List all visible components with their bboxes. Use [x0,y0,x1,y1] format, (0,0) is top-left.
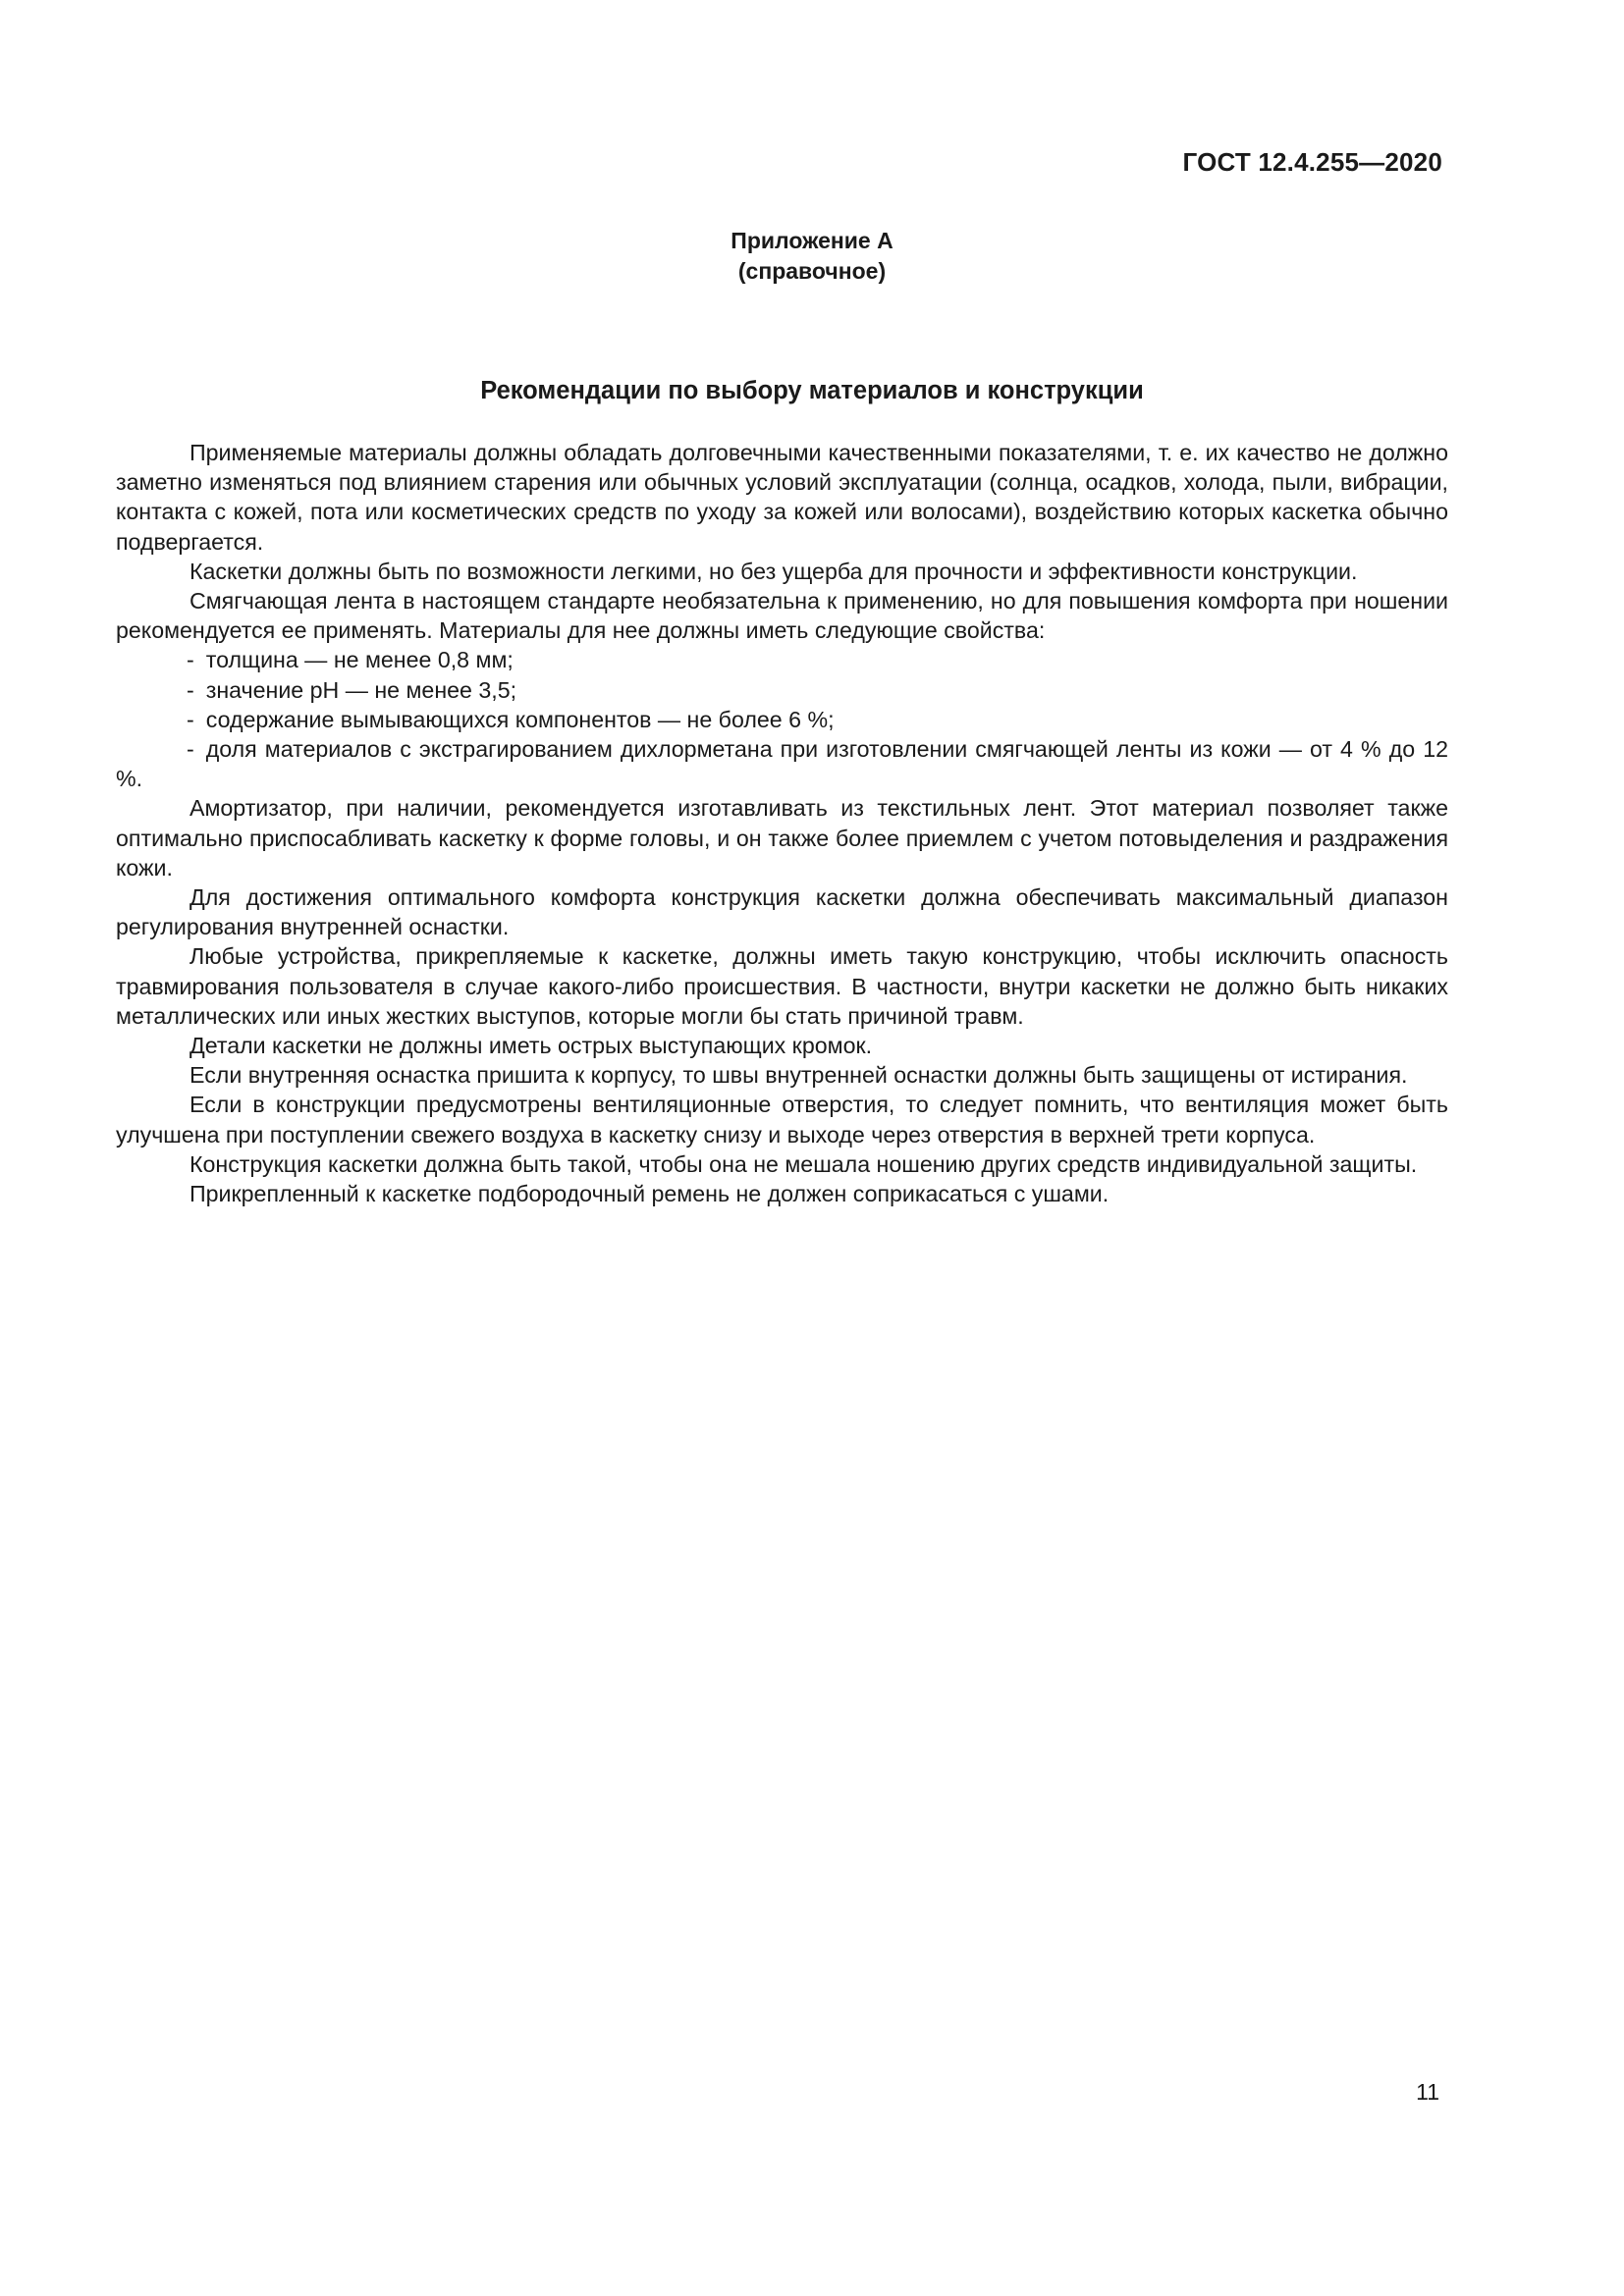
list-item [116,645,1448,674]
list-dash: - [187,736,194,763]
paragraph: Каскетки должны быть по возможности легкими, но без ущерба для прочности и эффективности конструкции. [189,558,1358,584]
list-dash: - [187,676,194,703]
list-item-text: содержание вымывающихся компонентов — не более 6 %; [205,706,835,732]
list-item-text: значение pH — не менее 3,5; [205,676,517,703]
document-body [116,438,1448,1208]
page-number: 11 [1416,2079,1439,2105]
paragraph: Применяемые материалы должны обладать долговечными качественными показателями, т. е. их качество не должно заметно изменяться под влиянием старения или обычных условий эксплуатации (солнца, осадков, холода, пыли, вибрации, контакта с кожей, пота или косметических средств по уходу за кожей или волосами), воздействию которых каскетка обычно подвергается. [116,440,1448,555]
document-code: ГОСТ 12.4.255—2020 [1182,147,1442,177]
annex-title: Приложение А [731,228,893,253]
paragraph: Для достижения оптимального комфорта конструкция каскетки должна обеспечивать максимальный диапазон регулирования внутренней оснастки. [116,884,1448,940]
section-title: Рекомендации по выбору материалов и конструкции [480,377,1144,404]
paragraph: Смягчающая лента в настоящем стандарте необязательна к применению, но для повышения комфорта при ношении рекомендуется ее применять. Материалы для нее должны иметь следующие свойства: [116,588,1448,644]
list-item [116,675,1448,705]
list-item [116,734,1448,793]
paragraph: Если внутренняя оснастка пришита к корпусу, то швы внутренней оснастки должны быть защищены от истирания. [189,1062,1408,1089]
list-dash: - [187,706,194,732]
list-item-text: толщина — не менее 0,8 мм; [205,647,514,673]
list-item-text: доля материалов с экстрагированием дихлорметана при изготовлении смягчающей ленты из кожи — от 4 % до 12 %. [116,736,1448,792]
properties-list [116,645,1448,793]
annex-heading [0,226,1624,287]
list-item [116,705,1448,734]
paragraph: Детали каскетки не должны иметь острых выступающих кромок. [189,1033,873,1059]
list-dash: - [187,647,194,673]
annex-type: (справочное) [737,258,887,284]
paragraph: Амортизатор, при наличии, рекомендуется изготавливать из текстильных лент. Этот материал позволяет также оптимально приспосабливать каскетку к форме головы, и он также более приемлем с учетом потовыделения и раздражения кожи. [116,795,1448,881]
paragraph: Прикрепленный к каскетке подбородочный ремень не должен соприкасаться с ушами. [189,1181,1110,1207]
paragraph: Если в конструкции предусмотрены вентиляционные отверстия, то следует помнить, что вентиляция может быть улучшена при поступлении свежего воздуха в каскетку снизу и выходе через отверстия в верхней трети корпуса. [116,1092,1448,1148]
paragraph: Конструкция каскетки должна быть такой, чтобы она не мешала ношению других средств индивидуальной защиты. [189,1150,1418,1177]
paragraph: Любые устройства, прикрепляемые к каскетке, должны иметь такую конструкцию, чтобы исключить опасность травмирования пользователя в случае какого-либо происшествия. В частности, внутри каскетки не должно быть никаких металлических или иных жестких выступов, которые могли бы стать причиной травм. [116,943,1448,1029]
